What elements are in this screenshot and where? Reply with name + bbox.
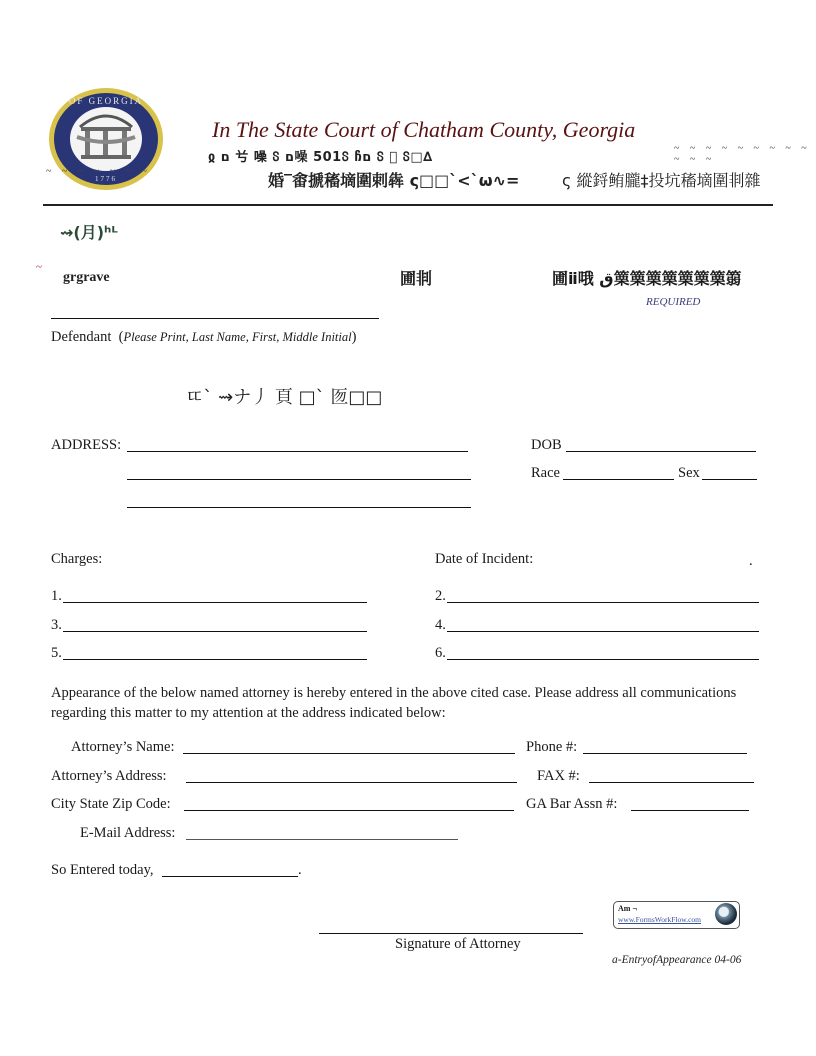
ga-bar-line[interactable]: [631, 810, 749, 811]
address-line-3[interactable]: [127, 507, 471, 508]
defendant-hint: Please Print, Last Name, First, Middle Initial: [123, 330, 352, 344]
charge-number: 5.: [51, 645, 62, 661]
attorney-name-label: Attorney’s Name:: [71, 739, 175, 755]
attorney-name-line[interactable]: [183, 753, 515, 754]
charge-number: 6.: [435, 645, 446, 661]
charge-number: 2.: [435, 588, 446, 604]
appearance-statement: Appearance of the below named attorney is hereby entered in the above cited case. Please address all communications regarding this matter to my attention at the address indicated below:: [51, 685, 737, 721]
ga-bar-label: GA Bar Assn #:: [526, 796, 618, 812]
date-of-incident-label: Date of Incident:: [435, 551, 534, 567]
charge-number: 1.: [51, 588, 62, 604]
city-state-zip-label: City State Zip Code:: [51, 796, 171, 812]
section-garbled-heading: ㄸˋ ⇝ナ丿 頁 □ˋ 匢□□: [186, 387, 383, 408]
garbled-field: 圃剕: [400, 269, 433, 288]
garbled-field: 圃ⅱ哦 ق篥篥篥篥篥篥篥篛: [552, 269, 742, 288]
so-entered-label: So Entered today,: [51, 862, 154, 878]
defendant-name-value[interactable]: grgrave: [63, 270, 110, 285]
header-garbled-text: ς 縱鋝鲔朧‡投坑稸墑圍剕雜: [562, 171, 761, 190]
svg-text:1776: 1776: [95, 175, 117, 183]
email-line[interactable]: [186, 839, 458, 840]
header-divider: [43, 204, 773, 206]
required-label: REQUIRED: [646, 296, 701, 308]
dob-label: DOB: [531, 437, 562, 453]
header-garbled-text: ჲ ם 𠔃 噪 ჽ ם噪 501ჽ ჩם ჽ 𠄠 ჽ□∆: [208, 150, 433, 165]
signature-label: Signature of Attorney: [395, 936, 521, 952]
defendant-name-line[interactable]: [51, 318, 379, 319]
race-label: Race: [531, 465, 560, 481]
charge-line-3[interactable]: [63, 631, 367, 632]
header-garbled-text: 婚‾畬搋稸墑圍剌犇 ς□□ˋ<ˋω∿=: [268, 171, 520, 190]
attorney-address-label: Attorney’s Address:: [51, 768, 167, 784]
attorney-address-line[interactable]: [186, 782, 517, 783]
marker-glyph: ~: [36, 261, 42, 273]
logo-am-text: Am ¬: [618, 904, 637, 913]
defendant-label: Defendant (Please Print, Last Name, First, Middle Initial): [51, 329, 357, 345]
fax-label: FAX #:: [537, 768, 580, 784]
address-label: ADDRESS:: [51, 437, 122, 453]
race-line[interactable]: [563, 479, 674, 480]
sex-label: Sex: [678, 465, 700, 481]
signature-line[interactable]: [319, 933, 583, 934]
so-entered-date-line[interactable]: [162, 876, 298, 877]
court-title: In The State Court of Chatham County, Georgia: [212, 117, 636, 142]
charge-line-5[interactable]: [63, 659, 367, 660]
email-label: E-Mail Address:: [80, 825, 176, 841]
charge-line-1[interactable]: [63, 602, 367, 603]
dob-line[interactable]: [566, 451, 756, 452]
form-code: a-EntryofAppearance 04-06: [612, 954, 742, 966]
charge-number: 4.: [435, 617, 446, 633]
logo-url-link[interactable]: www.FormsWorkFlow.com: [618, 915, 702, 924]
tilde-decoration: ~ ~ ~ ~ ~ ~ ~ ~ ~ ~ ~ ~: [674, 143, 811, 165]
address-line-2[interactable]: [127, 479, 471, 480]
charge-line-4[interactable]: [447, 631, 759, 632]
charge-line-2[interactable]: [447, 602, 759, 603]
so-entered-period: .: [298, 862, 302, 878]
charges-label: Charges:: [51, 551, 103, 567]
case-number-label: ⇝(月)ʰᴸ: [60, 223, 118, 242]
phone-label: Phone #:: [526, 739, 578, 755]
phone-line[interactable]: [583, 753, 747, 754]
tilde-decoration: ~ ~ ~ ~ ~ ~ ~: [46, 166, 151, 177]
charge-number: 3.: [51, 617, 62, 633]
defendant-label-text: Defendant: [51, 329, 112, 345]
address-line-1[interactable]: [127, 451, 468, 452]
globe-icon: [715, 903, 737, 925]
fax-line[interactable]: [589, 782, 754, 783]
sex-line[interactable]: [702, 479, 757, 480]
charge-line-6[interactable]: [447, 659, 759, 660]
formsworkflow-logo[interactable]: [613, 901, 740, 929]
city-state-zip-line[interactable]: [184, 810, 514, 811]
date-of-incident-end-mark: .: [749, 553, 753, 569]
svg-text:OF GEORGIA: OF GEORGIA: [68, 96, 144, 106]
